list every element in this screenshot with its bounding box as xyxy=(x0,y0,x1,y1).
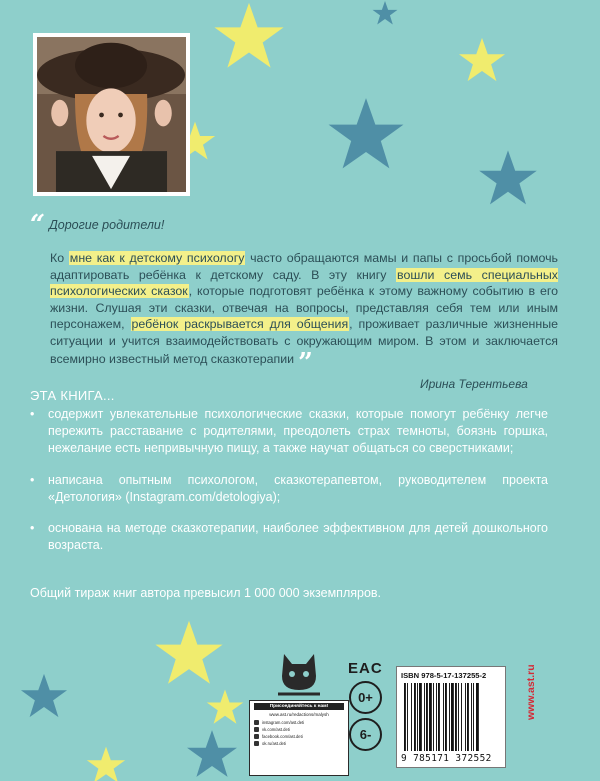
star-blue-right xyxy=(478,148,538,208)
website-url: www.ast.ru xyxy=(525,664,537,720)
age-rating-badge: 0+ xyxy=(349,681,382,714)
vk-icon xyxy=(254,727,259,732)
quote-text-4: , проживает различные жизненные ситуации и учится взаимодействовать с окружающим миром. В этом и заключается всемирно известный метод сказкотерапии xyxy=(50,317,558,366)
quote-highlight-1: мне как к детскому психологу xyxy=(69,251,245,265)
bullet-icon: • xyxy=(30,521,35,536)
barcode-bar xyxy=(419,683,422,751)
age-rating-badge: 6- xyxy=(349,718,382,751)
barcode-bars xyxy=(403,683,501,751)
star-blue-middle xyxy=(327,95,405,173)
open-quote-icon: “ xyxy=(30,210,45,240)
circulation-note: Общий тираж книг автора превысил 1 000 000 экземпляров. xyxy=(30,586,382,600)
barcode-bar xyxy=(414,683,416,751)
barcode-bar xyxy=(445,683,447,751)
greeting-text: Дорогие родители! xyxy=(48,218,165,232)
barcode-bar xyxy=(417,683,418,751)
bullet-icon: • xyxy=(30,472,35,487)
feature-list xyxy=(30,406,565,568)
list-item-text: написана опытным психологом, сказкотерапевтом, руководителем проекта «Детология» (Instagram.com/detologiya); xyxy=(48,472,548,504)
close-quote-icon: ” xyxy=(298,347,314,378)
barcode-bar xyxy=(407,683,408,751)
social-link: vk.com/ast.deti xyxy=(262,727,290,732)
isbn-label: ISBN 978-5-17-137255-2 xyxy=(401,671,487,680)
barcode-bar xyxy=(467,683,469,751)
barcode-bar xyxy=(404,683,406,751)
barcode-bar xyxy=(438,683,440,751)
quote-highlight-3: ребёнок раскрывается для общения xyxy=(131,317,349,332)
quote-text-1: Ко xyxy=(50,251,69,265)
star-yellow-right xyxy=(458,36,506,84)
star-blue-top xyxy=(370,0,400,26)
list-item-text: содержит увлекательные психологические сказки, которые помогут ребёнку легче пережить расставание с родителями, преодолеть страх темноты, боязнь горшка, нежелание есть непривычную пищу, а также научат общаться со сверстниками; xyxy=(48,407,548,456)
star-yellow-bottom xyxy=(154,618,224,688)
star-yellow-top xyxy=(213,0,285,72)
social-row xyxy=(254,720,344,725)
barcode-bar xyxy=(451,683,454,751)
instagram-icon xyxy=(254,720,259,725)
star-yellow-corner xyxy=(84,745,128,781)
barcode-number: 9 785171 372552 xyxy=(401,753,492,764)
quote-text-2: часто обращаются мамы и папы с просьбой помочь адаптировать ребёнка к детскому саду. В эту книгу xyxy=(50,251,558,282)
barcode-bar xyxy=(426,683,428,751)
list-item xyxy=(30,520,565,554)
quote-text-3: , которые подготовят ребёнка к этому важному событию в его жизни. Слушая эти сказки, отвечая на вопросы, представляя себя тем или иным персонажем, xyxy=(50,284,558,332)
barcode xyxy=(396,666,506,768)
author-quote xyxy=(30,212,565,376)
social-url: www.ast.ru/redactions/malysh xyxy=(269,712,329,717)
quote-paragraph xyxy=(50,250,558,376)
barcode-bar xyxy=(476,683,479,751)
social-links-panel xyxy=(249,700,349,776)
social-row xyxy=(254,741,344,746)
author-signature: Ирина Терентьева xyxy=(420,377,528,391)
barcode-bar xyxy=(443,683,444,751)
greeting xyxy=(30,212,565,238)
list-item-text: основана на методе сказкотерапии, наиболее эффективном для детей дошкольного возраста. xyxy=(48,521,548,553)
bullet-icon: • xyxy=(30,407,35,421)
social-header: Присоединяйтесь к нам! xyxy=(254,703,344,710)
barcode-bar xyxy=(465,683,466,751)
eac-mark: EAC xyxy=(348,660,383,677)
barcode-bar xyxy=(473,683,474,751)
social-link: instagram.com/ast.deti xyxy=(262,720,305,725)
ok-icon xyxy=(254,741,259,746)
publisher-logo-icon xyxy=(270,650,328,698)
book-title: ЭТА КНИГА... xyxy=(30,388,115,403)
barcode-bar xyxy=(424,683,425,751)
barcode-bar xyxy=(449,683,450,751)
barcode-bar xyxy=(411,683,412,751)
list-item xyxy=(30,406,565,458)
barcode-bar xyxy=(455,683,457,751)
barcode-bar xyxy=(458,683,459,751)
star-blue-bottom-left xyxy=(20,672,68,720)
social-row xyxy=(254,727,344,732)
star-blue-bottom xyxy=(186,728,238,780)
star-yellow-bottom-right xyxy=(206,688,244,726)
barcode-bar xyxy=(433,683,434,751)
barcode-bar xyxy=(429,683,432,751)
list-item xyxy=(30,472,565,506)
barcode-bar xyxy=(436,683,437,751)
barcode-bar xyxy=(461,683,462,751)
quote-highlight-2: вошли семь специальных психологических сказок xyxy=(50,267,558,299)
author-photo xyxy=(33,33,190,196)
social-link: facebook.com/ast.deti xyxy=(262,734,303,739)
social-link: ok.ru/ast.deti xyxy=(262,741,286,746)
barcode-bar xyxy=(471,683,472,751)
facebook-icon xyxy=(254,734,259,739)
social-row xyxy=(254,734,344,739)
